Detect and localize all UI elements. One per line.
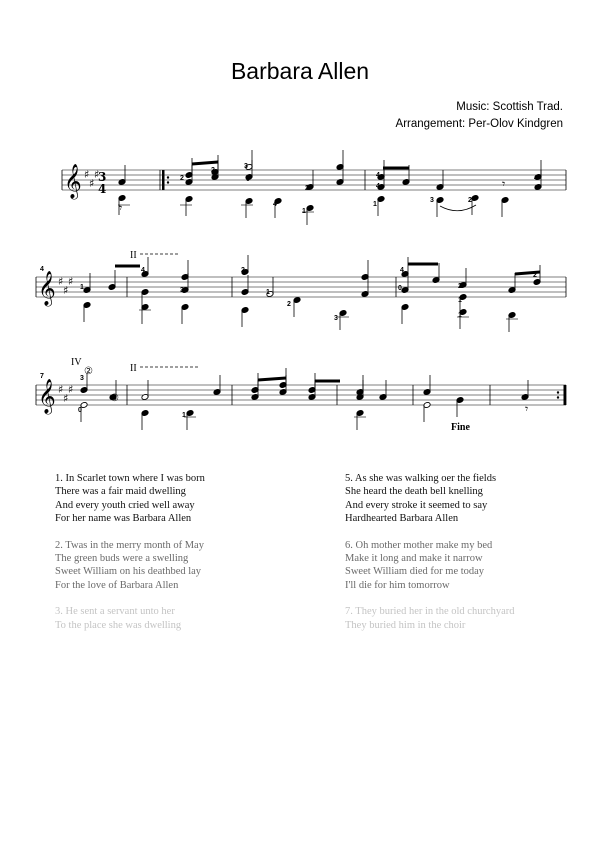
lyric-line: And every youth cried well away [55, 499, 195, 511]
fingering-number: 1 [458, 312, 462, 319]
fingering-number: 3 [244, 163, 248, 170]
lyric-line: 7. They buried her in the old churchyard [345, 606, 515, 618]
treble-clef-icon: 𝄞 [38, 271, 56, 306]
fingering-number: 0 [398, 285, 402, 292]
repeat-dot [557, 396, 559, 398]
music-credit: Music: Scottish Trad. [456, 101, 563, 113]
fingering-number: 3 [430, 197, 434, 204]
repeat-dot [167, 181, 169, 183]
fingering-number: 4 [376, 183, 380, 190]
fingering-number: 3 [180, 287, 184, 294]
sharp-icon: ♯ [58, 275, 64, 288]
lyric-line: For her name was Barbara Allen [55, 513, 192, 525]
fingering-number: 2 [241, 267, 245, 274]
fingering-number: 1 [373, 201, 377, 208]
fingering-number: 1 [266, 289, 270, 296]
lyric-line: Sweet William on his deathbed lay [55, 566, 202, 578]
fingering-number: 4 [400, 267, 404, 274]
fingering-number: 2 [287, 301, 291, 308]
lyric-line: Hardhearted Barbara Allen [345, 513, 459, 525]
beam [258, 378, 286, 380]
fingering-number: 2 [458, 283, 462, 290]
lyrics-stanza [55, 605, 205, 632]
repeat-bar [162, 170, 165, 190]
fingering-number: 0 [246, 176, 250, 183]
lyric-line: Make it long and make it narrow [345, 553, 483, 565]
score-title: Barbara Allen [230, 58, 370, 84]
lyric-line: 3. He sent a servant unto her [55, 606, 175, 618]
measure-number-4: 4 [40, 266, 44, 273]
slur [440, 205, 476, 211]
lyrics-left-column [55, 472, 205, 645]
treble-clef-icon: 𝄞 [38, 379, 56, 414]
fingering-number: 3 [80, 375, 84, 382]
fingering-number: 4 [273, 201, 277, 208]
lyric-line: I'll die for him tomorrow [345, 579, 450, 591]
lyrics-stanza [345, 472, 515, 526]
notation-texts [40, 170, 470, 433]
measure-number-7: 7 [40, 373, 44, 380]
sharp-icon: ♯ [68, 275, 74, 288]
fine-marking: Fine [451, 422, 470, 433]
position-mark-iv: IV [71, 357, 82, 368]
lyrics-stanza [55, 472, 205, 526]
position-mark-ii-2: II [130, 363, 137, 374]
time-signature-top: 3 [98, 170, 107, 184]
position-mark-ii: II [130, 250, 137, 261]
eighth-rest-icon: 𝄾 [502, 177, 506, 191]
lyric-line: And every stroke it seemed to say [345, 499, 488, 511]
eighth-rest-icon: 𝄾 [119, 201, 123, 215]
string-number-2: ② [84, 366, 93, 377]
fingering-number: 2 [211, 167, 215, 174]
fingering-number: 2 [468, 197, 472, 204]
fingering-number: 3 [334, 315, 338, 322]
sharp-icon: ♯ [63, 392, 69, 405]
final-repeat-bar [564, 385, 567, 405]
sharp-icon: ♯ [58, 383, 64, 396]
lyric-line: Sweet William died for me today [345, 566, 485, 578]
fingering-number: 2 [180, 175, 184, 182]
lyric-line: There was a fair maid dwelling [55, 486, 186, 498]
fingering-number: 4 [376, 172, 380, 179]
fingering-number: 2 [533, 272, 537, 279]
fingering-number: 1 [182, 412, 186, 419]
sharp-icon: ♯ [63, 284, 69, 297]
sharp-icon: ♯ [84, 168, 90, 181]
lyrics-stanza [345, 539, 515, 593]
lyric-line: 5. As she was walking oer the fields [345, 473, 497, 484]
sharp-icon: ♯ [94, 168, 100, 181]
lyrics-stanza [345, 605, 515, 632]
lyrics-stanza [55, 539, 205, 593]
string-number-3: ③ [110, 393, 119, 404]
staff-systems [36, 164, 566, 415]
lyric-line: For the love of Barbara Allen [55, 579, 179, 591]
fingering-number: 4 [534, 175, 538, 182]
beam [192, 162, 218, 164]
time-signature-bottom: 4 [98, 182, 107, 196]
repeat-dot [557, 391, 559, 393]
fingering-number: 2 [305, 185, 309, 192]
lyric-line: The green buds were a swelling [55, 553, 189, 565]
sharp-icon: ♯ [89, 177, 95, 190]
arrangement-credit: Arrangement: Per-Olov Kindgren [395, 118, 563, 130]
fingering-number: 1 [458, 297, 462, 304]
repeat-dot [167, 176, 169, 178]
eighth-rest-icon: 𝄾 [525, 402, 529, 416]
lyric-line: 6. Oh mother mother make my bed [345, 539, 493, 551]
lyric-line: 1. In Scarlet town where I was born [55, 473, 205, 484]
treble-clef-icon: 𝄞 [64, 164, 82, 199]
notation [78, 150, 542, 430]
fingering-number: 0 [78, 407, 82, 414]
fingering-number: 1 [302, 208, 306, 215]
sharp-icon: ♯ [68, 383, 74, 396]
lyric-line: 2. Twas in the merry month of May [55, 539, 204, 551]
lyric-line: To the place she was dwelling [55, 619, 182, 631]
fingering-number: 1 [80, 284, 84, 291]
fingering-number: 4 [141, 267, 145, 274]
lyrics-right-column [345, 472, 515, 645]
lyric-line: They buried him in the choir [345, 619, 466, 631]
lyric-line: She heard the death bell knelling [345, 486, 483, 498]
